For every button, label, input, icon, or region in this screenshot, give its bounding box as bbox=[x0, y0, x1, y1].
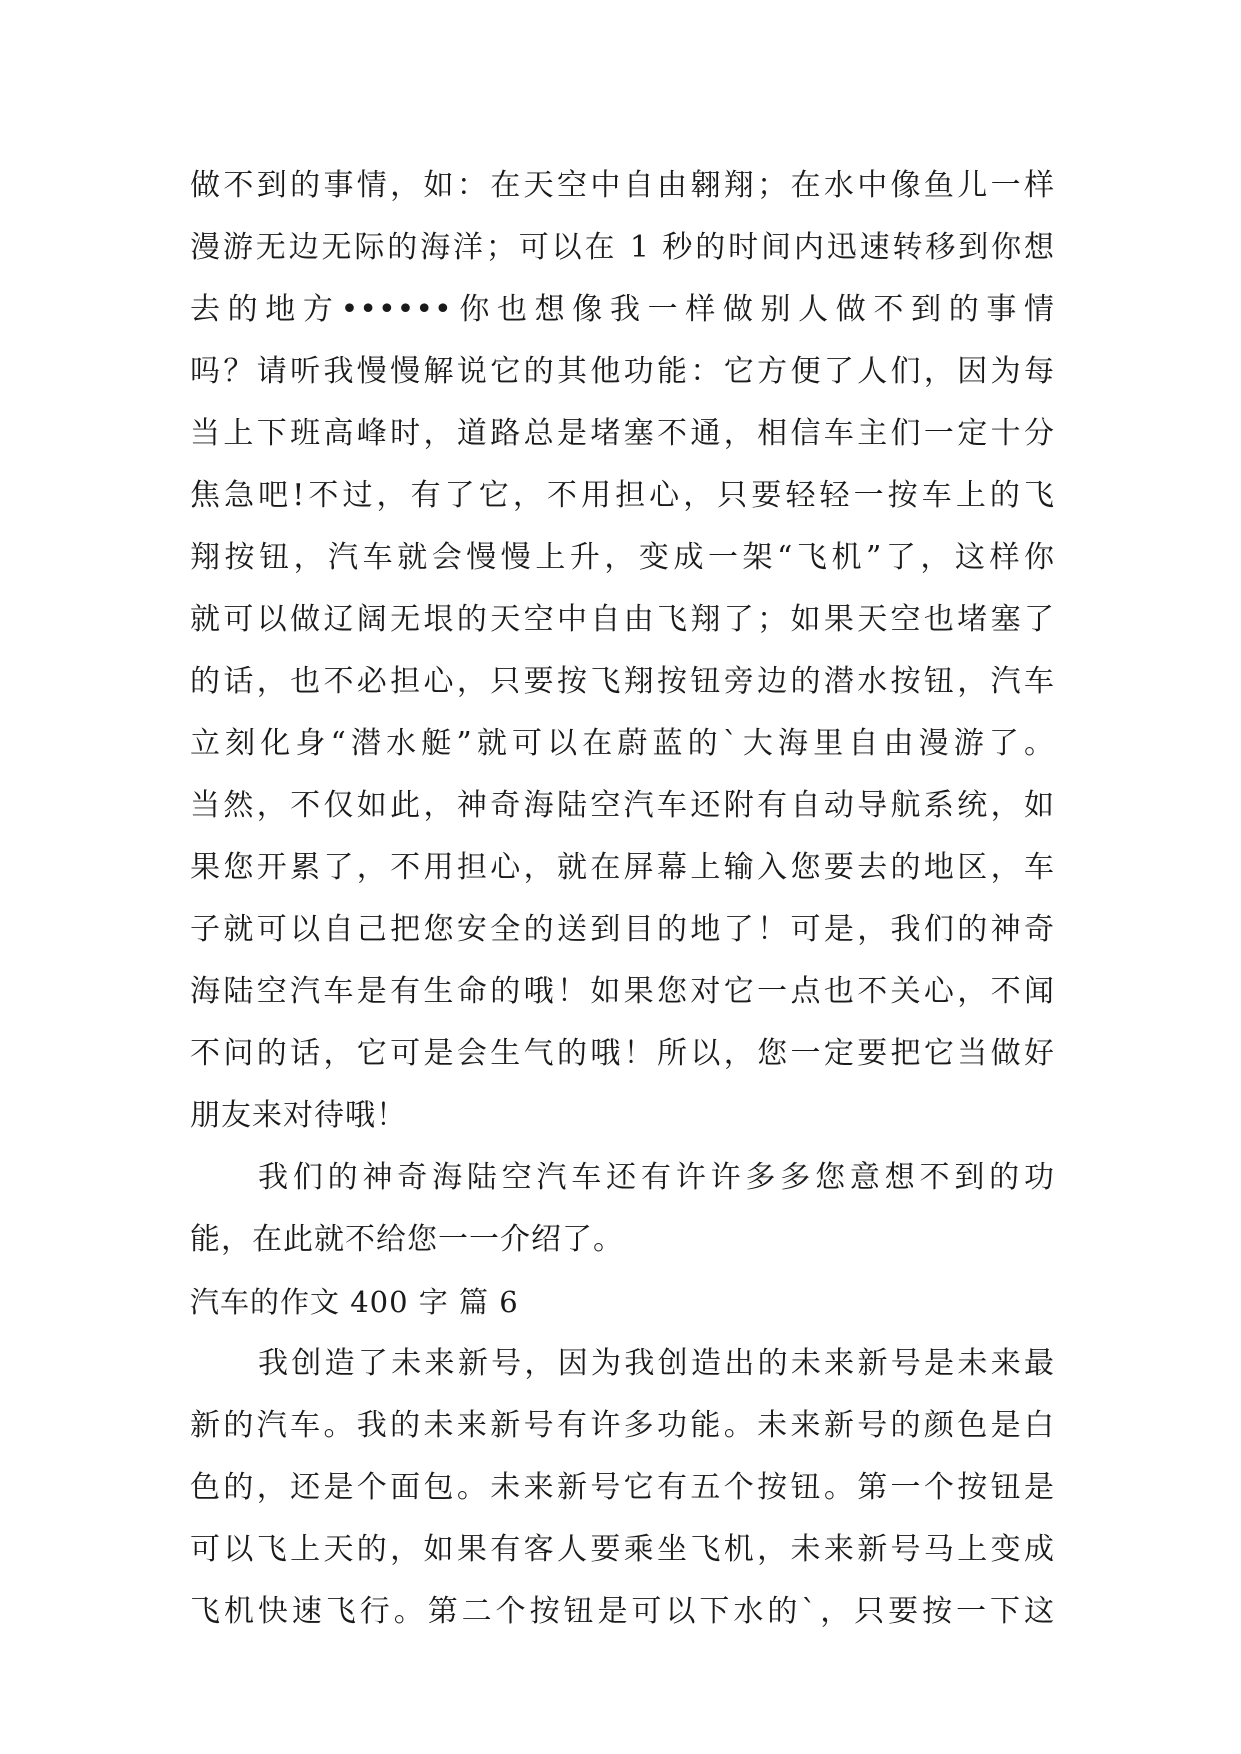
text-line: 当上下班高峰时，道路总是堵塞不通，相信车主们一定十分 bbox=[190, 416, 1055, 451]
paragraph-3 bbox=[190, 1333, 1055, 1643]
text-line: 色的，还是个面包。未来新号它有五个按钮。第一个按钮是 bbox=[190, 1470, 1055, 1505]
text-line: 朋友来对待哦！ bbox=[190, 1098, 407, 1133]
text-line: 果您开累了，不用担心，就在屏幕上输入您要去的地区，车 bbox=[190, 850, 1055, 885]
text-line: 可以飞上天的，如果有客人要乘坐飞机，未来新号马上变成 bbox=[190, 1532, 1055, 1567]
paragraph-1 bbox=[190, 155, 1055, 1147]
text-line: 焦急吧!不过，有了它，不用担心，只要轻轻一按车上的飞 bbox=[190, 478, 1055, 513]
paragraph-2 bbox=[190, 1147, 1055, 1271]
document-body bbox=[190, 155, 1055, 1643]
text-line: 做不到的事情，如：在天空中自由翱翔；在水中像鱼儿一样 bbox=[190, 168, 1055, 203]
text-line: 飞机快速飞行。第二个按钮是可以下水的`，只要按一下这 bbox=[190, 1594, 1055, 1629]
text-line: 翔按钮，汽车就会慢慢上升，变成一架“飞机”了，这样你 bbox=[190, 540, 1055, 575]
text-line: 的话，也不必担心，只要按飞翔按钮旁边的潜水按钮，汽车 bbox=[190, 664, 1055, 699]
text-line: 能，在此就不给您一一介绍了。 bbox=[190, 1222, 624, 1257]
text-line: 新的汽车。我的未来新号有许多功能。未来新号的颜色是白 bbox=[190, 1408, 1055, 1443]
section-heading: 汽车的作文 400 字 篇 6 bbox=[190, 1285, 519, 1319]
text-line: 吗？请听我慢慢解说它的其他功能：它方便了人们，因为每 bbox=[190, 354, 1055, 389]
text-line: 海陆空汽车是有生命的哦！如果您对它一点也不关心，不闻 bbox=[190, 974, 1055, 1009]
text-line: 去的地方••••••你也想像我一样做别人做不到的事情 bbox=[190, 292, 1055, 327]
text-line: 当然，不仅如此，神奇海陆空汽车还附有自动导航系统，如 bbox=[190, 788, 1055, 823]
text-line: 漫游无边无际的海洋；可以在 1 秒的时间内迅速转移到你想 bbox=[190, 230, 1055, 265]
text-line: 就可以做辽阔无垠的天空中自由飞翔了；如果天空也堵塞了 bbox=[190, 602, 1055, 637]
text-line: 不问的话，它可是会生气的哦！所以，您一定要把它当做好 bbox=[190, 1036, 1055, 1071]
text-line: 立刻化身“潜水艇”就可以在蔚蓝的`大海里自由漫游了。 bbox=[190, 726, 1055, 761]
text-line: 子就可以自己把您安全的送到目的地了！可是，我们的神奇 bbox=[190, 912, 1055, 947]
text-line: 我们的神奇海陆空汽车还有许许多多您意想不到的功 bbox=[258, 1160, 1055, 1195]
text-line: 我创造了未来新号，因为我创造出的未来新号是未来最 bbox=[258, 1346, 1055, 1381]
